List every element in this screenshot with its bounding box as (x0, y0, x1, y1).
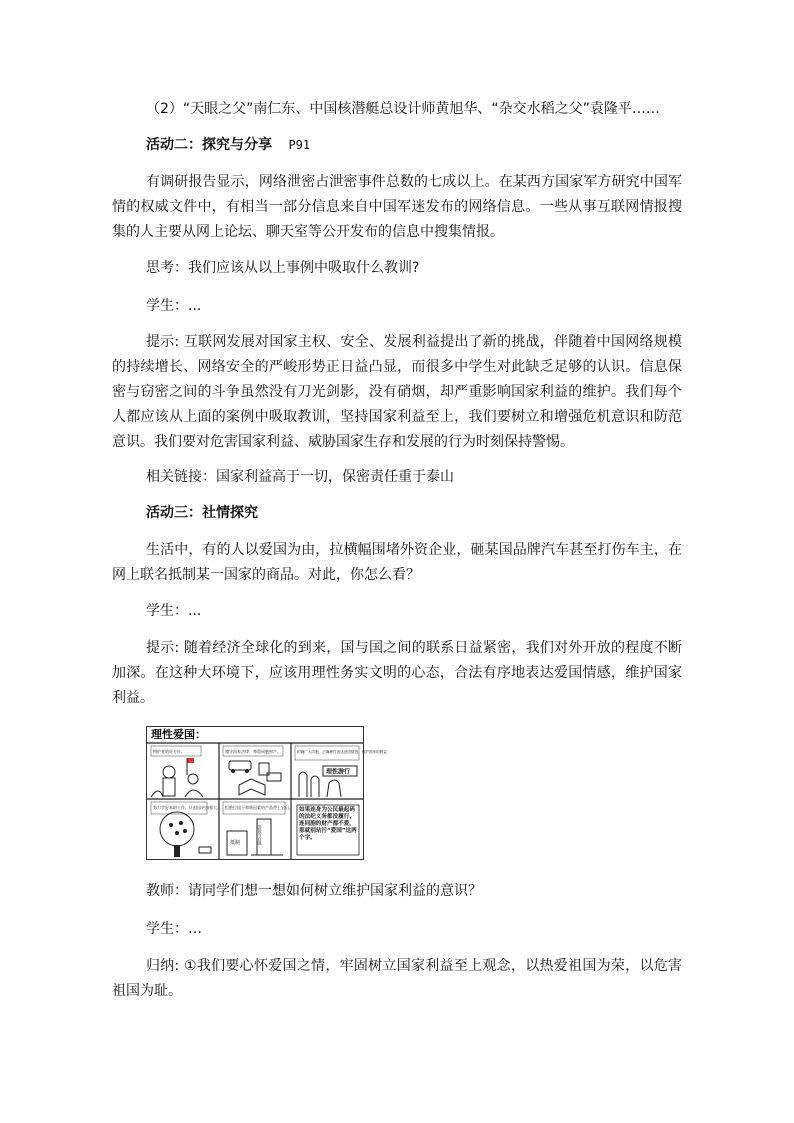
teacher-question: 教师：请同学们想一想如何树立维护国家利益的意识？ (146, 883, 482, 899)
think-question: 思考：我们应该从以上事例中吸取什么教训? (146, 260, 420, 276)
related-link: 相关链接：国家利益高于一切，保密责任重于泰山 (146, 469, 454, 485)
parade-sign: 理性游行 (326, 768, 351, 776)
activity2-page-ref: P91 (288, 138, 311, 152)
activity2-heading (112, 133, 682, 158)
panel-6-caption: 如果连身为公民最起码的法纪义务都没履行，连同胞的财产都不爱，那就别玷污“爱国”这两个字。 (299, 807, 357, 841)
panel-1-caption: 拥护党的好方针。 (153, 749, 185, 754)
activity3-heading (112, 501, 682, 526)
activity3-title: 活动三：社情探究 (146, 505, 258, 521)
hint-paragraph-2: 提示: 随着经济全球化的到来，国与国之间的联系日益紧密，我们对外开放的程度不断加深。在这种大环境下，应该用理性务实文明的心态，合法有序地表达爱国情感，维护国家利益。 (112, 640, 682, 706)
panel-warning (297, 805, 359, 855)
panel-5-caption: 拒绝拉国不和谐因素的产品带上它们。 (225, 805, 293, 810)
rational-patriotism-cartoon (146, 726, 387, 860)
car-sign: 国货当自强 (257, 825, 263, 845)
student-answer-3: 学生：… (146, 921, 202, 937)
activity2-title: 活动二：探究与分享 (146, 137, 272, 153)
panel-2-caption: 遵守国家法律，尊重同胞财产。 (225, 749, 281, 754)
paragraph-scientists: （2）“天眼之父”南仁东、中国核潜艇总设计师黄旭华、“杂交水稻之父”袁隆平…… (146, 101, 660, 117)
summary-paragraph: 归纳: ①我们要心怀爱国之情，牢固树立国家利益至上观念，以热爱祖国为荣，以危害祖国为耻。 (112, 958, 682, 999)
student-answer-2: 学生：... (146, 603, 202, 619)
cartoon-title: 理性爱国： (151, 728, 206, 741)
activity3-paragraph: 生活中，有的人以爱国为由，拉横幅围堵外资企业，砸某国品牌汽车甚至打伤车主，在网上联名抵制某一国家的商品。对此，你怎么看？ (112, 542, 682, 583)
panel-4-caption: 努力学好本职工作，让祖国更加强大。 (153, 805, 221, 810)
boycott-sign: 抵制 (230, 840, 241, 846)
panel-3-caption: 的确广大同胞，正确理性表达爱国情感，维护国家的利益 (297, 750, 387, 754)
activity2-paragraph: 有调研报告显示，网络泄密占泄密事件总数的七成以上。在某西方国家军方研究中国军情的权威文件中，有相当一部分信息来自中国军迷发布的网络信息。一些从事互联网情报搜集的人主要从网上论坛、聊天室等公开发布的信息中搜集情报。 (112, 174, 682, 240)
student-answer-1: 学生：... (146, 298, 202, 314)
hint-paragraph-1: 提示: 互联网发展对国家主权、安全、发展利益提出了新的挑战，伴随着中国网络规模的持续增长、网络安全的严峻形势正日益凸显，而很多中学生对此缺乏足够的认识。信息保密与窃密之间的斗争虽然没有刀光剑影，没有硝烟，却严重影响国家利益的维护。我们每个人都应该从上面的案例中吸取教训，坚持国家利益至上，我们要树立和增强危机意识和防范意识。我们要对危害国家利益、威胁国家生存和发展的行为时刻保持警惕。 (112, 334, 682, 450)
